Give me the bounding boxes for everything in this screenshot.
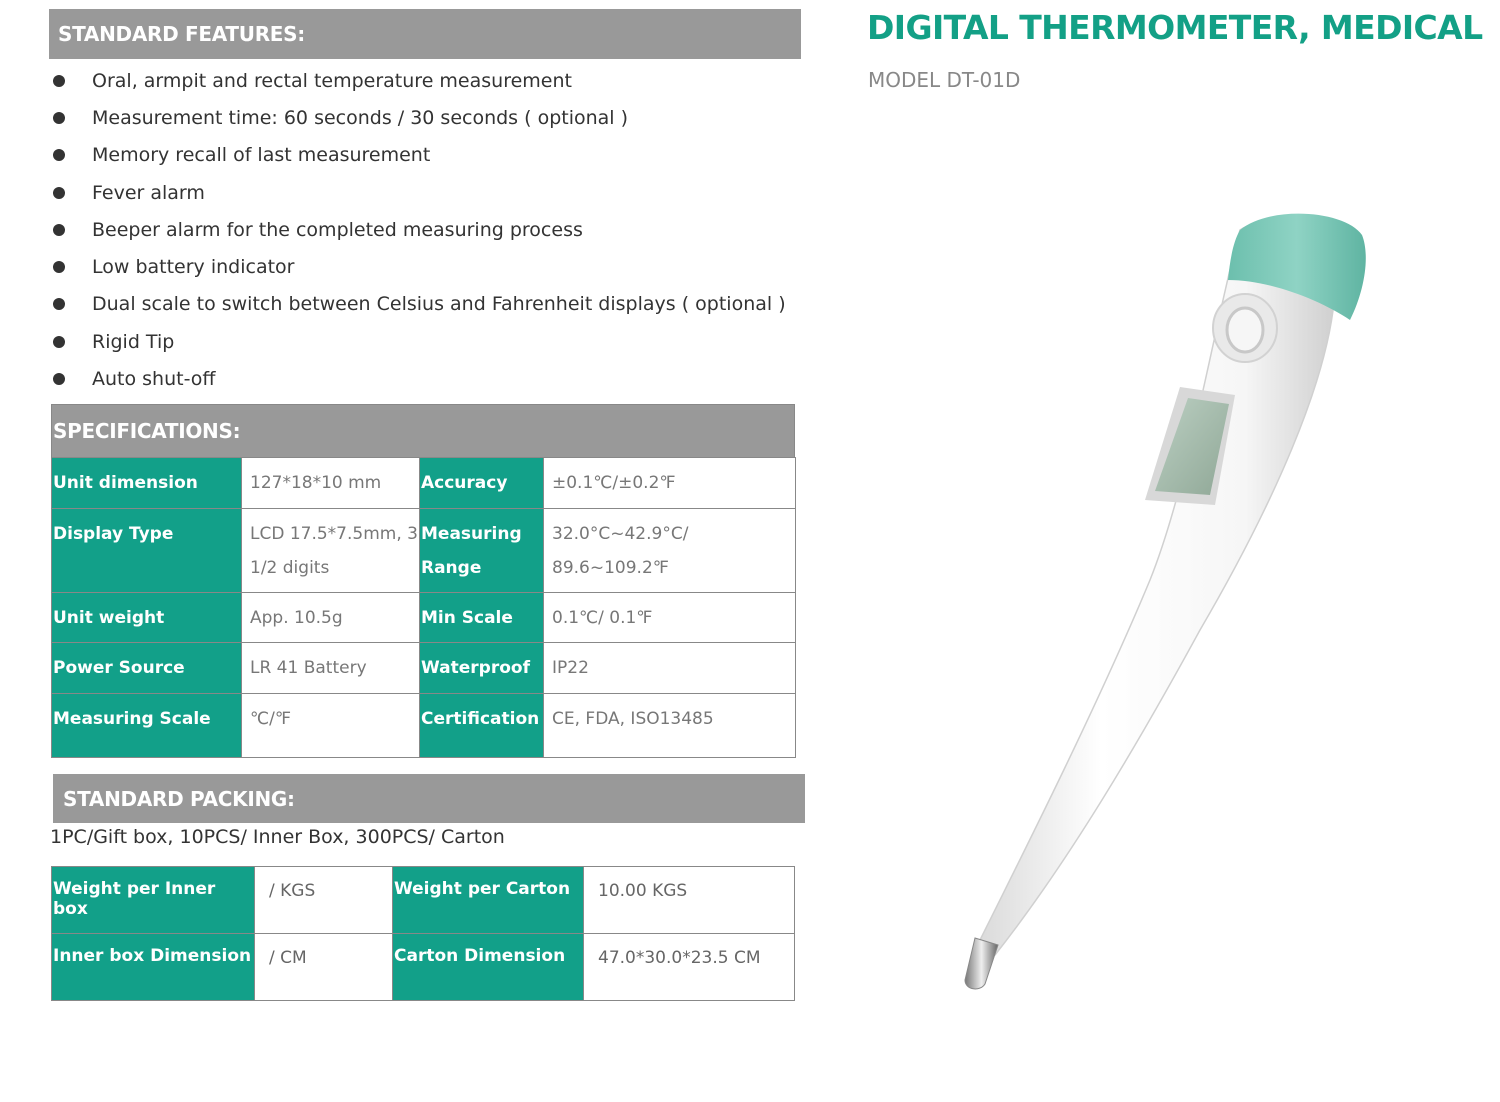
table-row xyxy=(52,509,796,593)
features-list xyxy=(49,62,809,398)
bullet-icon xyxy=(53,298,65,310)
product-title: DIGITAL THERMOMETER, MEDICAL xyxy=(867,8,1483,47)
features-header xyxy=(49,9,801,59)
packing-key: Weight per Inner box xyxy=(52,867,255,934)
spec-key: Unit dimension xyxy=(52,458,242,509)
table-row xyxy=(52,867,795,934)
spec-value: IP22 xyxy=(544,643,796,694)
specifications-header xyxy=(51,404,795,457)
table-row xyxy=(52,694,796,758)
spec-value: CE, FDA, ISO13485 xyxy=(544,694,796,758)
table-row xyxy=(52,458,796,509)
bullet-icon xyxy=(53,336,65,348)
table-row xyxy=(52,643,796,694)
bullet-icon xyxy=(53,75,65,87)
spec-value: LR 41 Battery xyxy=(242,643,420,694)
packing-key: Carton Dimension xyxy=(393,934,584,1001)
list-item: Fever alarm xyxy=(49,174,809,211)
bullet-icon xyxy=(53,373,65,385)
spec-value: 32.0°C~42.9°C/ 89.6~109.2℉ xyxy=(544,509,796,593)
specifications-table xyxy=(51,457,796,758)
bullet-icon xyxy=(53,187,65,199)
list-item: Dual scale to switch between Celsius and Fahrenheit displays ( optional ) xyxy=(49,286,809,323)
packing-key: Inner box Dimension xyxy=(52,934,255,1001)
bullet-icon xyxy=(53,224,65,236)
packing-table xyxy=(51,866,795,1001)
packing-value: / CM xyxy=(255,934,393,1001)
spec-key: Unit weight xyxy=(52,593,242,643)
product-model: MODEL DT-01D xyxy=(868,68,1021,92)
list-item: Oral, armpit and rectal temperature measurement xyxy=(49,62,809,99)
spec-key: Min Scale xyxy=(420,593,544,643)
spec-key: Accuracy xyxy=(420,458,544,509)
spec-key: Measuring Scale xyxy=(52,694,242,758)
list-item: Beeper alarm for the completed measuring process xyxy=(49,211,809,248)
specifications-title: SPECIFICATIONS: xyxy=(53,419,241,443)
bullet-icon xyxy=(53,149,65,161)
thermometer-image xyxy=(940,180,1380,1010)
list-item: Memory recall of last measurement xyxy=(49,137,809,174)
list-item: Low battery indicator xyxy=(49,248,809,285)
features-title: STANDARD FEATURES: xyxy=(58,22,305,46)
bullet-icon xyxy=(53,112,65,124)
spec-key: Display Type xyxy=(52,509,242,593)
spec-key: Waterproof xyxy=(420,643,544,694)
thermometer-body xyxy=(975,221,1335,955)
packing-description: 1PC/Gift box, 10PCS/ Inner Box, 300PCS/ Carton xyxy=(50,826,505,848)
packing-value: 47.0*30.0*23.5 CM xyxy=(584,934,795,1001)
spec-value: LCD 17.5*7.5mm, 3 1/2 digits xyxy=(242,509,420,593)
table-row xyxy=(52,934,795,1001)
list-item: Rigid Tip xyxy=(49,323,809,360)
packing-value: 10.00 KGS xyxy=(584,867,795,934)
spec-value: 0.1℃/ 0.1℉ xyxy=(544,593,796,643)
spec-value: ℃/℉ xyxy=(242,694,420,758)
packing-value: / KGS xyxy=(255,867,393,934)
spec-key: Certification xyxy=(420,694,544,758)
list-item: Measurement time: 60 seconds / 30 seconds ( optional ) xyxy=(49,99,809,136)
bullet-icon xyxy=(53,261,65,273)
spec-value: ±0.1℃/±0.2℉ xyxy=(544,458,796,509)
spec-key: Measuring Range xyxy=(420,509,544,593)
metal-tip xyxy=(965,938,998,989)
table-row xyxy=(52,593,796,643)
packing-key: Weight per Carton xyxy=(393,867,584,934)
packing-title: STANDARD PACKING: xyxy=(63,786,295,811)
power-button-icon xyxy=(1213,294,1277,362)
list-item: Auto shut-off xyxy=(49,360,809,397)
spec-value: App. 10.5g xyxy=(242,593,420,643)
spec-key: Power Source xyxy=(52,643,242,694)
spec-value: 127*18*10 mm xyxy=(242,458,420,509)
packing-header xyxy=(53,774,805,823)
